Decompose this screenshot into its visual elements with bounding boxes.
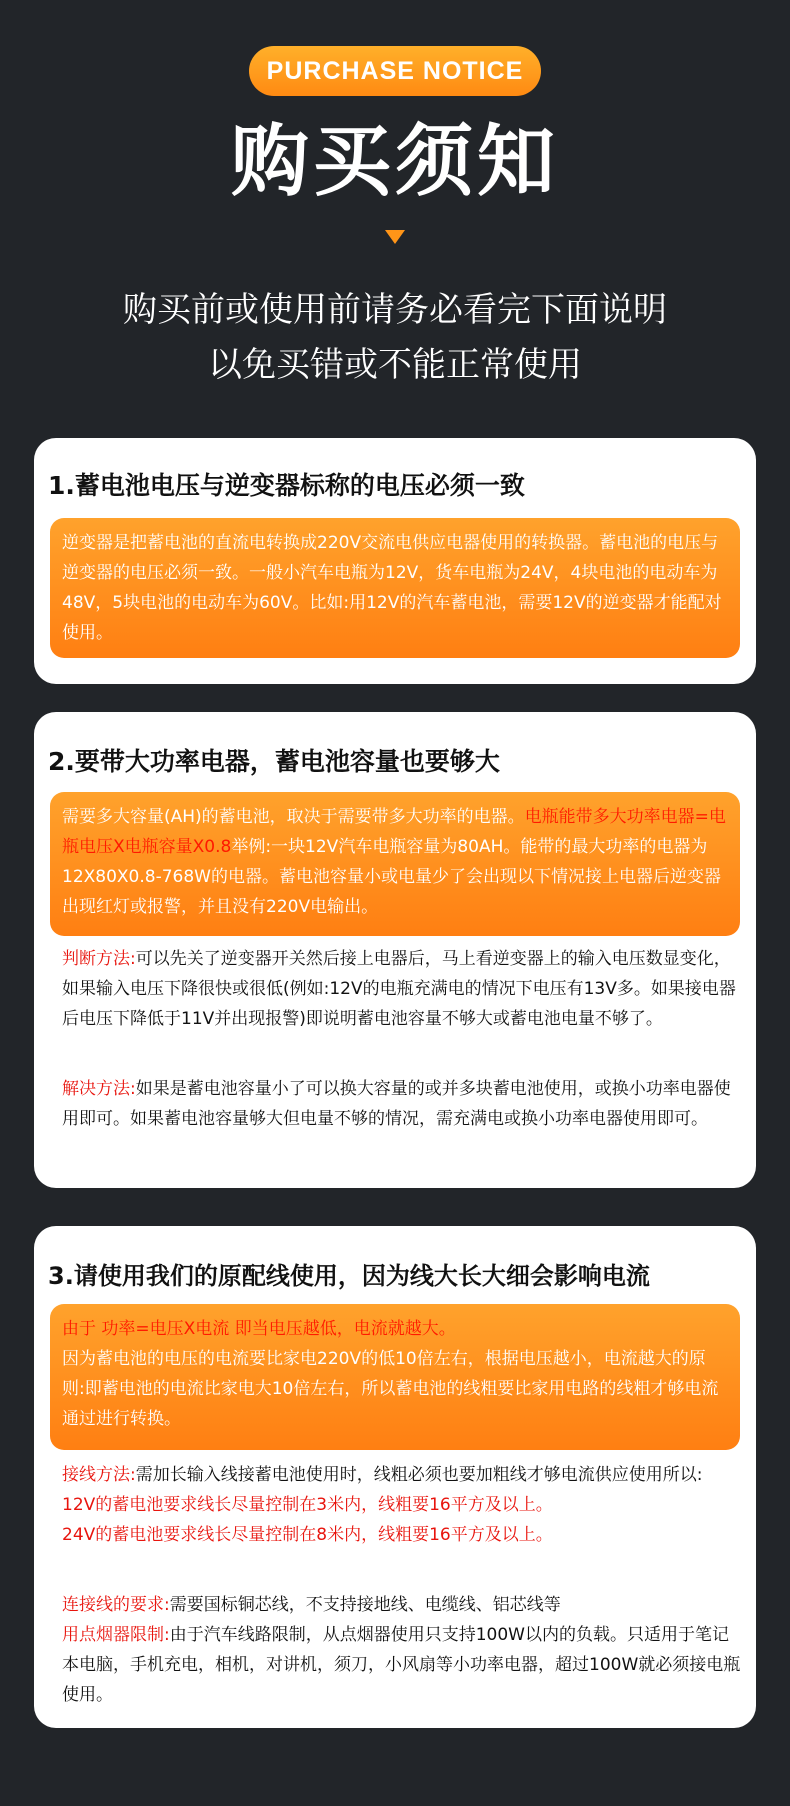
section-3-box-text: 因为蓄电池的电压的电流要比家电220V的低10倍左右，根据电压越小，电流越大的原则:即蓄电池的电流比家电大10倍左右，所以蓄电池的线粗要比家用电路的线粗才够电流通过进行转换。 xyxy=(62,1349,719,1429)
section-3-wiring-block xyxy=(62,1460,742,1550)
wire-requirement-label: 连接线的要求: xyxy=(62,1595,170,1615)
subtitle-line-1: 购买前或使用前请务必看完下面说明 xyxy=(123,290,667,330)
section-1-box-text: 逆变器是把蓄电池的直流电转换成220V交流电供应电器使用的转换器。蓄电池的电压与逆变器的电压必须一致。一般小汽车电瓶为12V，货车电瓶为24V，4块电池的电动车为48V，5块电池的电动车为60V。比如:用12V的汽车蓄电池，需要12V的逆变器才能配对使用。 xyxy=(62,533,722,643)
section-2-box-text-1: 需要多大容量(AH)的蓄电池，取决于需要带多大功率的电器。 xyxy=(62,807,525,827)
lighter-limit-text: 由于汽车线路限制，从点烟器使用只支持100W以内的负载。只适用于笔记本电脑，手机充电，相机，对讲机，须刀，小风扇等小功率电器，超过100W就必须接电瓶使用。 xyxy=(62,1625,741,1705)
section-3-requirements-block xyxy=(62,1590,742,1710)
purchase-notice-badge: PURCHASE NOTICE xyxy=(249,46,541,96)
wiring-method-label: 接线方法: xyxy=(62,1465,136,1485)
down-arrow-icon xyxy=(385,230,405,244)
section-3-power-formula: 由于 功率=电压X电流 即当电压越低，电流就越大。 xyxy=(62,1319,456,1339)
wiring-method-text: 需加长输入线接蓄电池使用时，线粗必须也要加粗线才够电流供应使用所以: xyxy=(135,1465,703,1485)
judge-method-text: 可以先关了逆变器开关然后接上电器后，马上看逆变器上的输入电压数显变化，如果输入电压下降很快或很低(例如:12V的电瓶充满电的情况下电压有13V多。如果接电器后电压下降低于11V并出现报警)即说明蓄电池容量不够大或蓄电池电量不够了。 xyxy=(62,949,736,1029)
section-1-highlight-box xyxy=(50,518,740,658)
wire-requirement-text: 需要国标铜芯线，不支持接地线、电缆线、铝芯线等 xyxy=(169,1595,561,1615)
section-2-judge-paragraph xyxy=(62,944,742,1034)
section-1-card xyxy=(34,438,756,684)
section-3-highlight-box xyxy=(50,1304,740,1450)
section-1-title: 1.蓄电池电压与逆变器标称的电压必须一致 xyxy=(48,471,525,500)
section-3-card xyxy=(34,1226,756,1728)
section-2-title: 2.要带大功率电器，蓄电池容量也要够大 xyxy=(48,747,500,776)
section-2-box-text-2: 举例:一块12V汽车电瓶容量为80AH。能带的最大功率的电器为12X80X0.8-768W的电器。蓄电池容量小或电量少了会出现以下情况接上电器后逆变器出现红灯或报警，并且没有220V电输出。 xyxy=(62,837,721,917)
judge-method-label: 判断方法: xyxy=(62,949,136,969)
section-3-title: 3.请使用我们的原配线使用，因为线大长大细会影响电流 xyxy=(48,1262,650,1290)
section-2-highlight-box xyxy=(50,792,740,936)
lighter-limit-label: 用点烟器限制: xyxy=(62,1625,170,1645)
rule-24v: 24V的蓄电池要求线长尽量控制在8米内，线粗要16平方及以上。 xyxy=(62,1525,553,1545)
section-2-card xyxy=(34,712,756,1188)
section-2-formula: 电瓶能带多大功率电器=电瓶电压X电瓶容量X0.8 xyxy=(62,807,726,857)
subtitle-line-2: 以免买错或不能正常使用 xyxy=(208,345,582,385)
rule-12v: 12V的蓄电池要求线长尽量控制在3米内，线粗要16平方及以上。 xyxy=(62,1495,553,1515)
solve-method-text: 如果是蓄电池容量小了可以换大容量的或并多块蓄电池使用，或换小功率电器使用即可。如果蓄电池容量够大但电量不够的情况，需充满电或换小功率电器使用即可。 xyxy=(62,1079,731,1129)
section-2-solve-paragraph xyxy=(62,1074,742,1134)
page-title: 购买须知 xyxy=(230,117,559,207)
solve-method-label: 解决方法: xyxy=(62,1079,136,1099)
